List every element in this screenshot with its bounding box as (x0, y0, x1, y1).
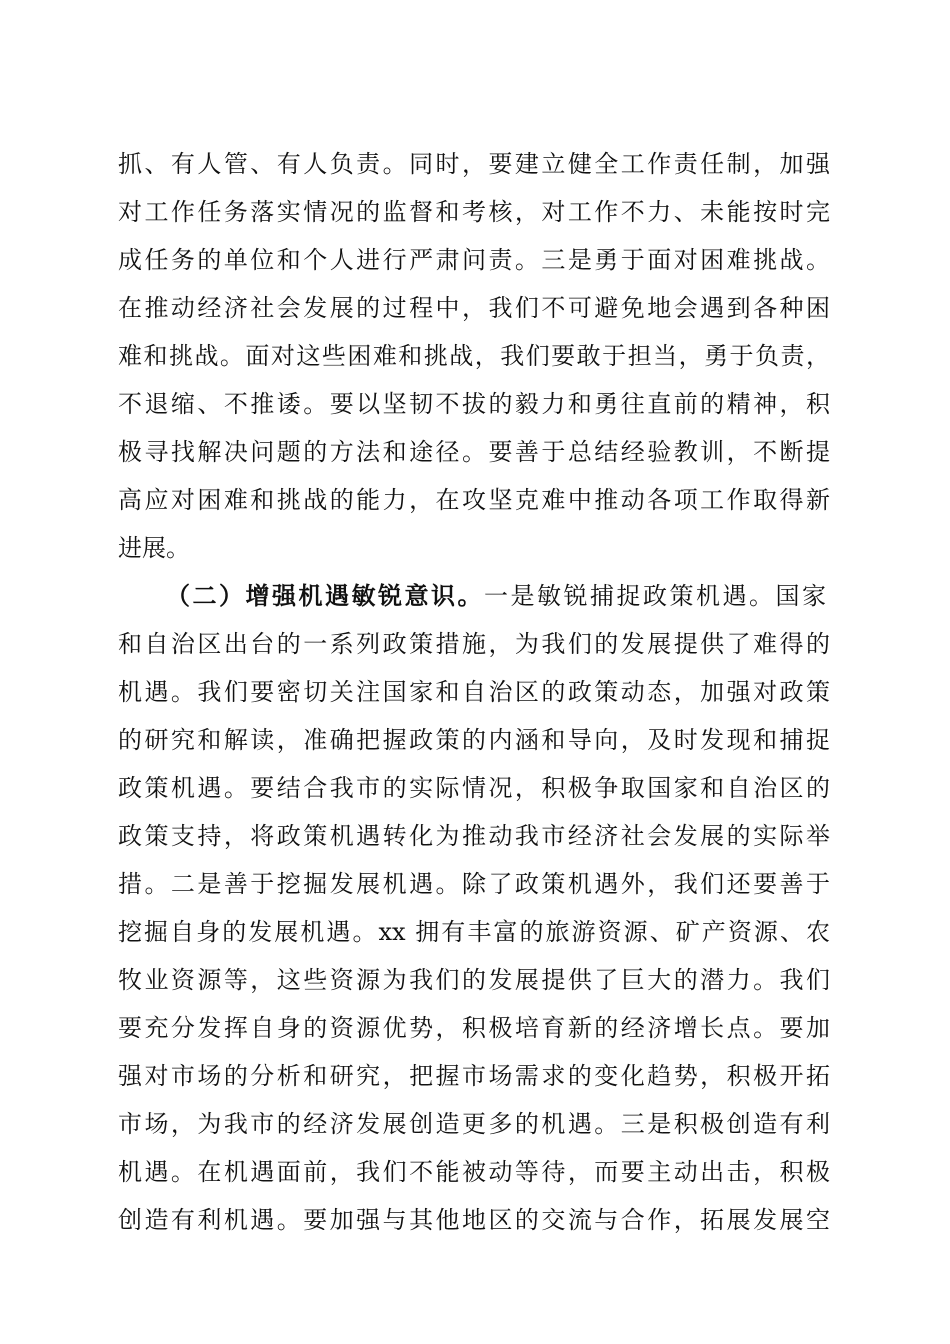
body-text-line: 创造有利机遇。要加强与其他地区的交流与合作，拓展发展空 (118, 1206, 830, 1234)
body-text-line: 难和挑战。面对这些困难和挑战，我们要敢于担当，勇于负责， (118, 342, 830, 370)
body-text-line: 成任务的单位和个人进行严肃问责。三是勇于面对困难挑战。 (118, 246, 830, 274)
body-text-line: 要充分发挥自身的资源优势，积极培育新的经济增长点。要加 (118, 1014, 830, 1042)
body-text-line: 措。二是善于挖掘发展机遇。除了政策机遇外，我们还要善于 (118, 870, 830, 898)
body-text-line: 极寻找解决问题的方法和途径。要善于总结经验教训，不断提 (118, 438, 830, 466)
body-text-line: 政策支持，将政策机遇转化为推动我市经济社会发展的实际举 (118, 822, 830, 850)
body-text-line: 机遇。在机遇面前，我们不能被动等待，而要主动出击，积极 (118, 1158, 830, 1186)
body-text-line: 不退缩、不推诿。要以坚韧不拔的毅力和勇往直前的精神，积 (118, 390, 830, 418)
body-text-line: 牧业资源等，这些资源为我们的发展提供了巨大的潜力。我们 (118, 966, 830, 994)
body-text-line: 进展。 (118, 534, 190, 562)
body-text-line: 市场，为我市的经济发展创造更多的机遇。三是积极创造有利 (118, 1110, 830, 1138)
section-lead-text: 一是敏锐捕捉政策机遇。国家 (484, 582, 826, 610)
body-text-line: 强对市场的分析和研究，把握市场需求的变化趋势，积极开拓 (118, 1062, 830, 1090)
body-text-line: 政策机遇。要结合我市的实际情况，积极争取国家和自治区的 (118, 774, 830, 802)
body-text-line: 高应对困难和挑战的能力，在攻坚克难中推动各项工作取得新 (118, 486, 830, 514)
body-text-line: 抓、有人管、有人负责。同时，要建立健全工作责任制，加强 (118, 150, 830, 178)
body-text-line: 对工作任务落实情况的监督和考核，对工作不力、未能按时完 (118, 198, 830, 226)
section-first-line (166, 576, 826, 616)
body-text-line: 的研究和解读，准确把握政策的内涵和导向，及时发现和捕捉 (118, 726, 830, 754)
body-text-line: 机遇。我们要密切关注国家和自治区的政策动态，加强对政策 (118, 678, 830, 706)
section-heading: （二）增强机遇敏锐意识。 (166, 582, 484, 610)
body-text-line: 在推动经济社会发展的过程中，我们不可避免地会遇到各种困 (118, 294, 830, 322)
body-text-line: 和自治区出台的一系列政策措施，为我们的发展提供了难得的 (118, 630, 830, 658)
body-text-line: 挖掘自身的发展机遇。xx 拥有丰富的旅游资源、矿产资源、农 (118, 918, 830, 946)
